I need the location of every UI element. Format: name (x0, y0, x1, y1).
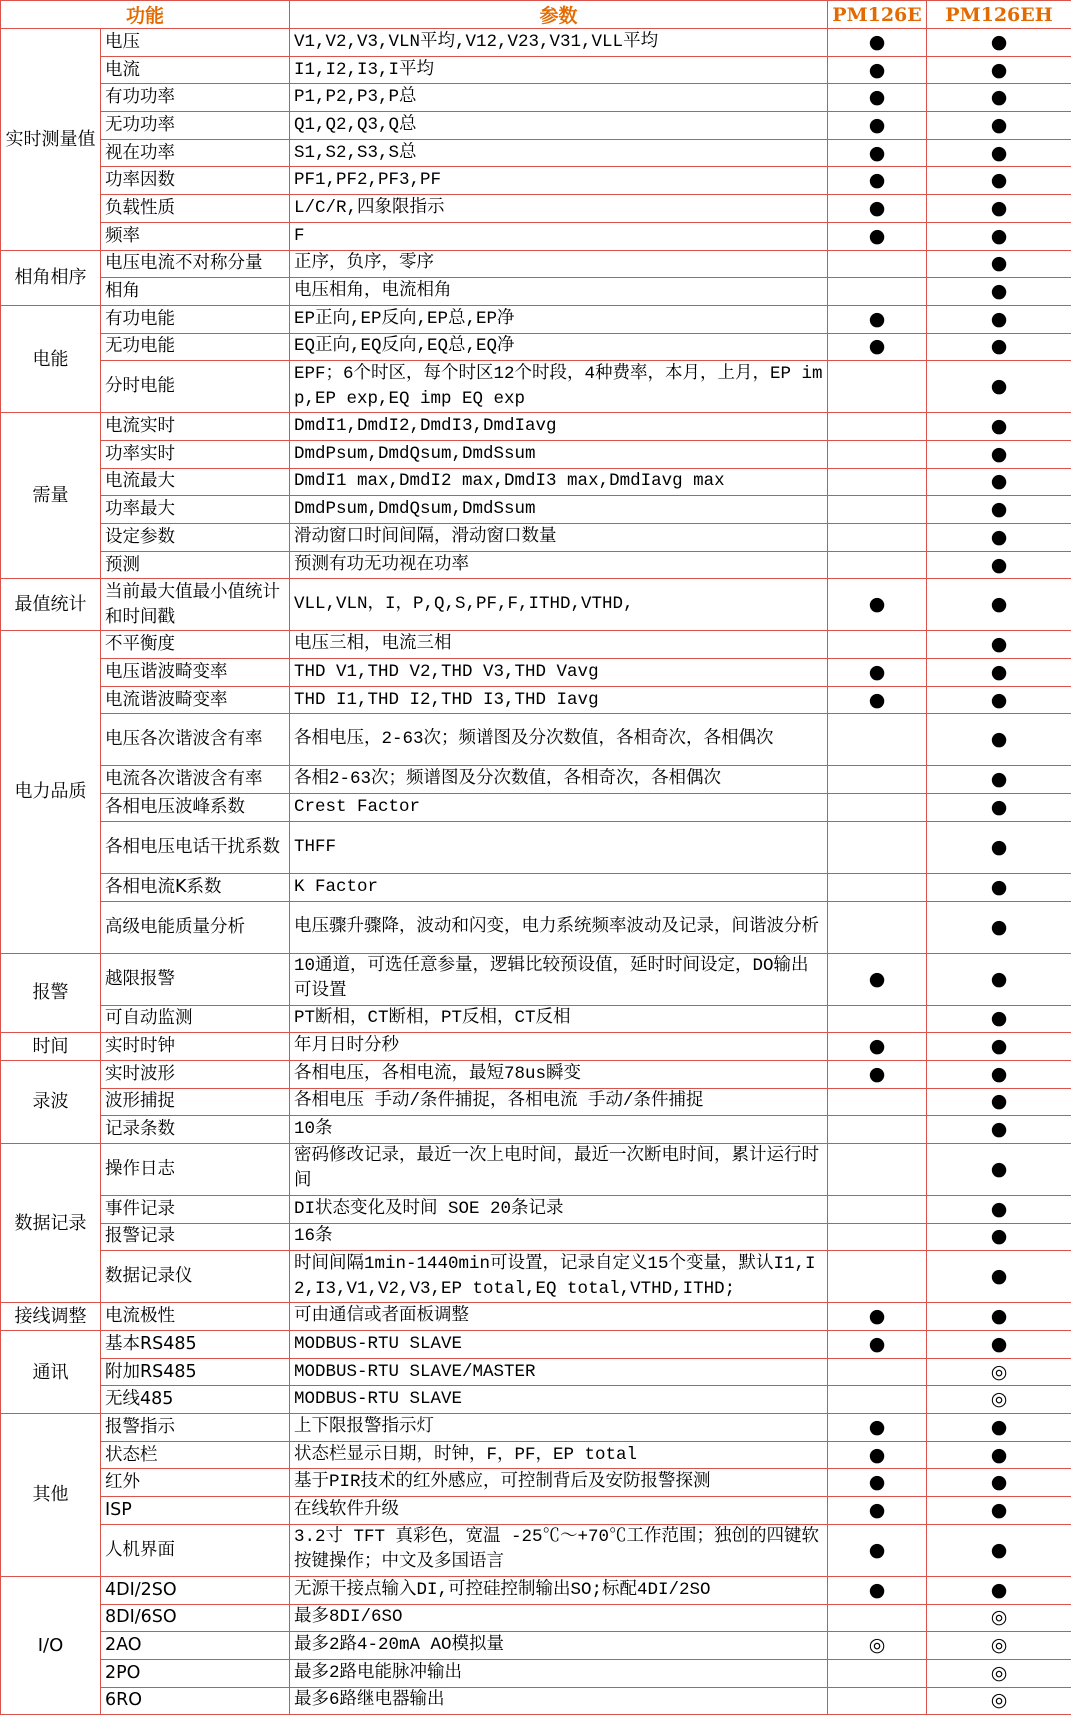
model-eh-mark: ● (927, 1524, 1071, 1576)
group-label: 最值统计 (1, 579, 101, 631)
param-cell: DI状态变化及时间 SOE 20条记录 (290, 1195, 828, 1223)
table-row (1, 413, 1071, 441)
group-label: I/O (1, 1576, 101, 1714)
item-cell: 频率 (101, 222, 290, 250)
item-cell: 电流各次谐波含有率 (101, 766, 290, 794)
model-eh-mark: ● (927, 794, 1071, 822)
param-cell: 各相电压，各相电流，最短78us瞬变 (290, 1060, 828, 1088)
model-eh-mark: ● (927, 1088, 1071, 1116)
item-cell: 负载性质 (101, 195, 290, 223)
table-row (1, 305, 1071, 333)
table-row (1, 1524, 1071, 1576)
table-row (1, 1033, 1071, 1061)
param-cell: 最多8DI/6SO (290, 1604, 828, 1632)
model-e-mark (828, 1251, 927, 1303)
model-eh-mark: ● (927, 1223, 1071, 1251)
param-cell: 滑动窗口时间间隔，滑动窗口数量 (290, 524, 828, 552)
param-cell: 密码修改记录，最近一次上电时间，最近一次断电时间，累计运行时间 (290, 1143, 828, 1195)
param-cell: K Factor (290, 873, 828, 901)
param-cell: 10通道，可选任意参量，逻辑比较预设值，延时时间设定，DO输出可设置 (290, 953, 828, 1005)
group-label: 其他 (1, 1414, 101, 1577)
param-cell: 电压相角，电流相角 (290, 278, 828, 306)
model-e-mark: ● (828, 139, 927, 167)
param-cell: 无源干接点输入DI,可控硅控制输出SO;标配4DI/2SO (290, 1576, 828, 1604)
table-row (1, 1143, 1071, 1195)
param-cell: 电压三相，电流三相 (290, 631, 828, 659)
item-cell: 设定参数 (101, 524, 290, 552)
table-row (1, 821, 1071, 873)
table-row (1, 139, 1071, 167)
model-eh-mark: ● (927, 524, 1071, 552)
param-cell: 各相2-63次；频谱图及分次数值，各相奇次，各相偶次 (290, 766, 828, 794)
table-row (1, 1497, 1071, 1525)
table-row (1, 1469, 1071, 1497)
item-cell: 报警记录 (101, 1223, 290, 1251)
item-cell: 数据记录仪 (101, 1251, 290, 1303)
table-row (1, 56, 1071, 84)
model-e-mark: ● (828, 195, 927, 223)
param-cell: EQ正向,EQ反向,EQ总,EQ净 (290, 333, 828, 361)
item-cell: 当前最大值最小值统计和时间戳 (101, 579, 290, 631)
table-row (1, 1331, 1071, 1359)
model-eh-mark: ● (927, 1116, 1071, 1144)
item-cell: 8DI/6SO (101, 1604, 290, 1632)
model-e-mark: ● (828, 579, 927, 631)
param-cell: 年月日时分秒 (290, 1033, 828, 1061)
group-label: 录波 (1, 1060, 101, 1143)
model-eh-mark: ● (927, 1251, 1071, 1303)
model-e-mark (828, 1195, 927, 1223)
param-cell: Q1,Q2,Q3,Q总 (290, 112, 828, 140)
item-cell: 事件记录 (101, 1195, 290, 1223)
item-cell: 红外 (101, 1469, 290, 1497)
table-row (1, 524, 1071, 552)
model-eh-mark: ● (927, 1195, 1071, 1223)
model-eh-mark: ● (927, 1441, 1071, 1469)
table-row (1, 551, 1071, 579)
model-e-mark: ● (828, 1060, 927, 1088)
model-eh-mark: ● (927, 56, 1071, 84)
model-e-mark (828, 468, 927, 496)
param-cell: 3.2寸 TFT 真彩色，宽温 -25℃～+70℃工作范围；独创的四键软按键操作；中文及多国语言 (290, 1524, 828, 1576)
model-eh-mark: ● (927, 1469, 1071, 1497)
table-row (1, 714, 1071, 766)
model-eh-mark: ◎ (927, 1358, 1071, 1386)
model-eh-mark: ● (927, 1033, 1071, 1061)
model-e-mark (828, 524, 927, 552)
header-function: 功能 (1, 1, 290, 29)
table-row (1, 579, 1071, 631)
model-e-mark (828, 1687, 927, 1715)
model-e-mark: ● (828, 56, 927, 84)
model-e-mark: ● (828, 333, 927, 361)
param-cell: 最多2路电能脉冲输出 (290, 1659, 828, 1687)
model-eh-mark: ● (927, 1414, 1071, 1442)
model-eh-mark: ● (927, 333, 1071, 361)
model-eh-mark: ● (927, 305, 1071, 333)
model-eh-mark: ● (927, 413, 1071, 441)
item-cell: 实时时钟 (101, 1033, 290, 1061)
param-cell: DmdI1 max,DmdI2 max,DmdI3 max,DmdIavg max (290, 468, 828, 496)
param-cell: 上下限报警指示灯 (290, 1414, 828, 1442)
model-eh-mark: ● (927, 278, 1071, 306)
group-label: 报警 (1, 953, 101, 1033)
table-row (1, 901, 1071, 953)
table-row (1, 766, 1071, 794)
model-e-mark: ◎ (828, 1632, 927, 1660)
model-e-mark: ● (828, 1303, 927, 1331)
model-eh-mark: ◎ (927, 1659, 1071, 1687)
param-cell: EP正向,EP反向,EP总,EP净 (290, 305, 828, 333)
item-cell: 波形捕捉 (101, 1088, 290, 1116)
table-row (1, 1576, 1071, 1604)
param-cell: P1,P2,P3,P总 (290, 84, 828, 112)
item-cell: 电流谐波畸变率 (101, 686, 290, 714)
item-cell: 2AO (101, 1632, 290, 1660)
table-row (1, 1604, 1071, 1632)
table-row (1, 222, 1071, 250)
table-row (1, 1414, 1071, 1442)
param-cell: DmdPsum,DmdQsum,DmdSsum (290, 440, 828, 468)
model-eh-mark: ● (927, 901, 1071, 953)
item-cell: 操作日志 (101, 1143, 290, 1195)
model-e-mark (828, 821, 927, 873)
param-cell: S1,S2,S3,S总 (290, 139, 828, 167)
header-params: 参数 (290, 1, 828, 29)
model-eh-mark: ◎ (927, 1386, 1071, 1414)
table-row (1, 1659, 1071, 1687)
model-eh-mark: ● (927, 167, 1071, 195)
table-row (1, 1088, 1071, 1116)
item-cell: 越限报警 (101, 953, 290, 1005)
model-e-mark: ● (828, 659, 927, 687)
group-label: 电能 (1, 305, 101, 412)
model-eh-mark: ● (927, 1060, 1071, 1088)
item-cell: 状态栏 (101, 1441, 290, 1469)
model-e-mark: ● (828, 167, 927, 195)
group-label: 相角相序 (1, 250, 101, 305)
model-e-mark: ● (828, 305, 927, 333)
model-eh-mark: ● (927, 139, 1071, 167)
table-row (1, 1116, 1071, 1144)
model-eh-mark: ● (927, 1331, 1071, 1359)
item-cell: 电压各次谐波含有率 (101, 714, 290, 766)
item-cell: 有功功率 (101, 84, 290, 112)
model-e-mark (828, 440, 927, 468)
table-row (1, 1005, 1071, 1033)
table-row (1, 468, 1071, 496)
item-cell: 不平衡度 (101, 631, 290, 659)
table-row (1, 29, 1071, 57)
model-e-mark: ● (828, 1033, 927, 1061)
model-e-mark (828, 413, 927, 441)
item-cell: 可自动监测 (101, 1005, 290, 1033)
model-e-mark (828, 1604, 927, 1632)
model-e-mark: ● (828, 1441, 927, 1469)
param-cell: V1,V2,V3,VLN平均,V12,V23,V31,VLL平均 (290, 29, 828, 57)
param-cell: 在线软件升级 (290, 1497, 828, 1525)
model-e-mark: ● (828, 222, 927, 250)
table-row (1, 794, 1071, 822)
item-cell: 电流极性 (101, 1303, 290, 1331)
model-e-mark: ● (828, 1576, 927, 1604)
header-model-eh: PM126EH (927, 1, 1071, 29)
model-eh-mark: ◎ (927, 1632, 1071, 1660)
model-e-mark: ● (828, 953, 927, 1005)
param-cell: L/C/R,四象限指示 (290, 195, 828, 223)
model-eh-mark: ● (927, 953, 1071, 1005)
model-e-mark: ● (828, 1414, 927, 1442)
model-e-mark (828, 1005, 927, 1033)
model-e-mark (828, 1358, 927, 1386)
param-cell: THD I1,THD I2,THD I3,THD Iavg (290, 686, 828, 714)
model-e-mark: ● (828, 84, 927, 112)
item-cell: 功率最大 (101, 496, 290, 524)
model-eh-mark: ● (927, 29, 1071, 57)
item-cell: 高级电能质量分析 (101, 901, 290, 953)
table-row (1, 1251, 1071, 1303)
table-row (1, 1303, 1071, 1331)
model-eh-mark: ● (927, 714, 1071, 766)
item-cell: 无功电能 (101, 333, 290, 361)
model-eh-mark: ◎ (927, 1604, 1071, 1632)
model-e-mark (828, 873, 927, 901)
item-cell: 实时波形 (101, 1060, 290, 1088)
table-row (1, 496, 1071, 524)
model-eh-mark: ● (927, 112, 1071, 140)
model-eh-mark: ● (927, 1576, 1071, 1604)
item-cell: 基本RS485 (101, 1331, 290, 1359)
item-cell: 各相电压波峰系数 (101, 794, 290, 822)
item-cell: 电压电流不对称分量 (101, 250, 290, 278)
model-e-mark (828, 551, 927, 579)
model-eh-mark: ● (927, 195, 1071, 223)
model-e-mark (828, 1143, 927, 1195)
model-e-mark (828, 1386, 927, 1414)
model-e-mark (828, 496, 927, 524)
model-e-mark (828, 766, 927, 794)
model-e-mark (828, 714, 927, 766)
table-row (1, 1687, 1071, 1715)
param-cell: THD V1,THD V2,THD V3,THD Vavg (290, 659, 828, 687)
param-cell: I1,I2,I3,I平均 (290, 56, 828, 84)
param-cell: 可由通信或者面板调整 (290, 1303, 828, 1331)
model-eh-mark: ● (927, 361, 1071, 413)
model-eh-mark: ● (927, 551, 1071, 579)
model-eh-mark: ● (927, 766, 1071, 794)
param-cell: 10条 (290, 1116, 828, 1144)
model-e-mark (828, 631, 927, 659)
table-row (1, 953, 1071, 1005)
param-cell: EPF；6个时区，每个时区12个时段，4种费率，本月，上月，EP imp,EP exp,EQ imp EQ exp (290, 361, 828, 413)
item-cell: 功率实时 (101, 440, 290, 468)
table-row (1, 873, 1071, 901)
model-eh-mark: ● (927, 659, 1071, 687)
item-cell: 2PO (101, 1659, 290, 1687)
item-cell: 各相电压电话干扰系数 (101, 821, 290, 873)
item-cell: 无功功率 (101, 112, 290, 140)
model-eh-mark: ● (927, 821, 1071, 873)
param-cell: MODBUS-RTU SLAVE (290, 1386, 828, 1414)
item-cell: 人机界面 (101, 1524, 290, 1576)
group-label: 数据记录 (1, 1143, 101, 1302)
table-row (1, 659, 1071, 687)
param-cell: THFF (290, 821, 828, 873)
header-model-e: PM126E (828, 1, 927, 29)
param-cell: 最多2路4-20mA AO模拟量 (290, 1632, 828, 1660)
model-e-mark (828, 278, 927, 306)
table-row (1, 1632, 1071, 1660)
model-e-mark: ● (828, 29, 927, 57)
model-e-mark (828, 250, 927, 278)
model-eh-mark: ● (927, 873, 1071, 901)
model-eh-mark: ● (927, 496, 1071, 524)
group-label: 实时测量值 (1, 29, 101, 251)
item-cell: 相角 (101, 278, 290, 306)
item-cell: 报警指示 (101, 1414, 290, 1442)
item-cell: 4DI/2SO (101, 1576, 290, 1604)
item-cell: 分时电能 (101, 361, 290, 413)
param-cell: PT断相，CT断相，PT反相，CT反相 (290, 1005, 828, 1033)
table-row (1, 1195, 1071, 1223)
model-e-mark (828, 1116, 927, 1144)
param-cell: 状态栏显示日期，时钟，F，PF，EP total (290, 1441, 828, 1469)
table-row (1, 1441, 1071, 1469)
model-eh-mark: ● (927, 1303, 1071, 1331)
model-eh-mark: ● (927, 579, 1071, 631)
model-e-mark: ● (828, 112, 927, 140)
table-row (1, 333, 1071, 361)
item-cell: 预测 (101, 551, 290, 579)
item-cell: 电流最大 (101, 468, 290, 496)
model-eh-mark: ● (927, 440, 1071, 468)
model-eh-mark: ● (927, 1005, 1071, 1033)
table-row (1, 440, 1071, 468)
item-cell: 无线485 (101, 1386, 290, 1414)
param-cell: 电压骤升骤降，波动和闪变，电力系统频率波动及记录，间谐波分析 (290, 901, 828, 953)
table-row (1, 1223, 1071, 1251)
model-e-mark: ● (828, 1331, 927, 1359)
model-e-mark (828, 794, 927, 822)
item-cell: 各相电流K系数 (101, 873, 290, 901)
item-cell: 6RO (101, 1687, 290, 1715)
model-e-mark (828, 1659, 927, 1687)
table-row (1, 250, 1071, 278)
table-row (1, 84, 1071, 112)
model-e-mark: ● (828, 1469, 927, 1497)
param-cell: 各相电压，2-63次；频谱图及分次数值，各相奇次，各相偶次 (290, 714, 828, 766)
model-eh-mark: ● (927, 686, 1071, 714)
group-label: 接线调整 (1, 1303, 101, 1331)
table-row (1, 1358, 1071, 1386)
model-e-mark (828, 1223, 927, 1251)
model-e-mark: ● (828, 686, 927, 714)
model-eh-mark: ● (927, 84, 1071, 112)
model-eh-mark: ● (927, 1497, 1071, 1525)
model-eh-mark: ● (927, 222, 1071, 250)
table-row (1, 195, 1071, 223)
param-cell: VLL,VLN，I，P,Q,S,PF,F,ITHD,VTHD, (290, 579, 828, 631)
param-cell: DmdPsum,DmdQsum,DmdSsum (290, 496, 828, 524)
param-cell: MODBUS-RTU SLAVE (290, 1331, 828, 1359)
model-eh-mark: ● (927, 1143, 1071, 1195)
item-cell: 电压 (101, 29, 290, 57)
spec-table-body (1, 29, 1071, 1715)
item-cell: ISP (101, 1497, 290, 1525)
group-label: 通讯 (1, 1331, 101, 1414)
param-cell: 时间间隔1min-1440min可设置，记录自定义15个变量，默认I1,I2,I3,V1,V2,V3,EP total,EQ total,VTHD,ITHD; (290, 1251, 828, 1303)
model-eh-mark: ◎ (927, 1687, 1071, 1715)
param-cell: 正序，负序，零序 (290, 250, 828, 278)
model-eh-mark: ● (927, 631, 1071, 659)
param-cell: F (290, 222, 828, 250)
param-cell: 各相电压 手动/条件捕捉，各相电流 手动/条件捕捉 (290, 1088, 828, 1116)
item-cell: 附加RS485 (101, 1358, 290, 1386)
item-cell: 记录条数 (101, 1116, 290, 1144)
param-cell: 基于PIR技术的红外感应，可控制背后及安防报警探测 (290, 1469, 828, 1497)
model-e-mark: ● (828, 1524, 927, 1576)
model-e-mark: ● (828, 1497, 927, 1525)
model-eh-mark: ● (927, 468, 1071, 496)
model-e-mark (828, 901, 927, 953)
param-cell: DmdI1,DmdI2,DmdI3,DmdIavg (290, 413, 828, 441)
table-row (1, 631, 1071, 659)
table-row (1, 1386, 1071, 1414)
model-e-mark (828, 1088, 927, 1116)
table-row (1, 686, 1071, 714)
param-cell: PF1,PF2,PF3,PF (290, 167, 828, 195)
group-label: 需量 (1, 413, 101, 579)
item-cell: 电压谐波畸变率 (101, 659, 290, 687)
model-eh-mark: ● (927, 250, 1071, 278)
table-row (1, 1060, 1071, 1088)
param-cell: 预测有功无功视在功率 (290, 551, 828, 579)
table-row (1, 167, 1071, 195)
table-row (1, 278, 1071, 306)
item-cell: 有功电能 (101, 305, 290, 333)
item-cell: 功率因数 (101, 167, 290, 195)
table-row (1, 112, 1071, 140)
param-cell: Crest Factor (290, 794, 828, 822)
model-e-mark (828, 361, 927, 413)
group-label: 时间 (1, 1033, 101, 1061)
group-label: 电力品质 (1, 631, 101, 953)
param-cell: 16条 (290, 1223, 828, 1251)
item-cell: 视在功率 (101, 139, 290, 167)
header-row (1, 1, 1071, 29)
param-cell: MODBUS-RTU SLAVE/MASTER (290, 1358, 828, 1386)
item-cell: 电流 (101, 56, 290, 84)
item-cell: 电流实时 (101, 413, 290, 441)
param-cell: 最多6路继电器输出 (290, 1687, 828, 1715)
table-row (1, 361, 1071, 413)
